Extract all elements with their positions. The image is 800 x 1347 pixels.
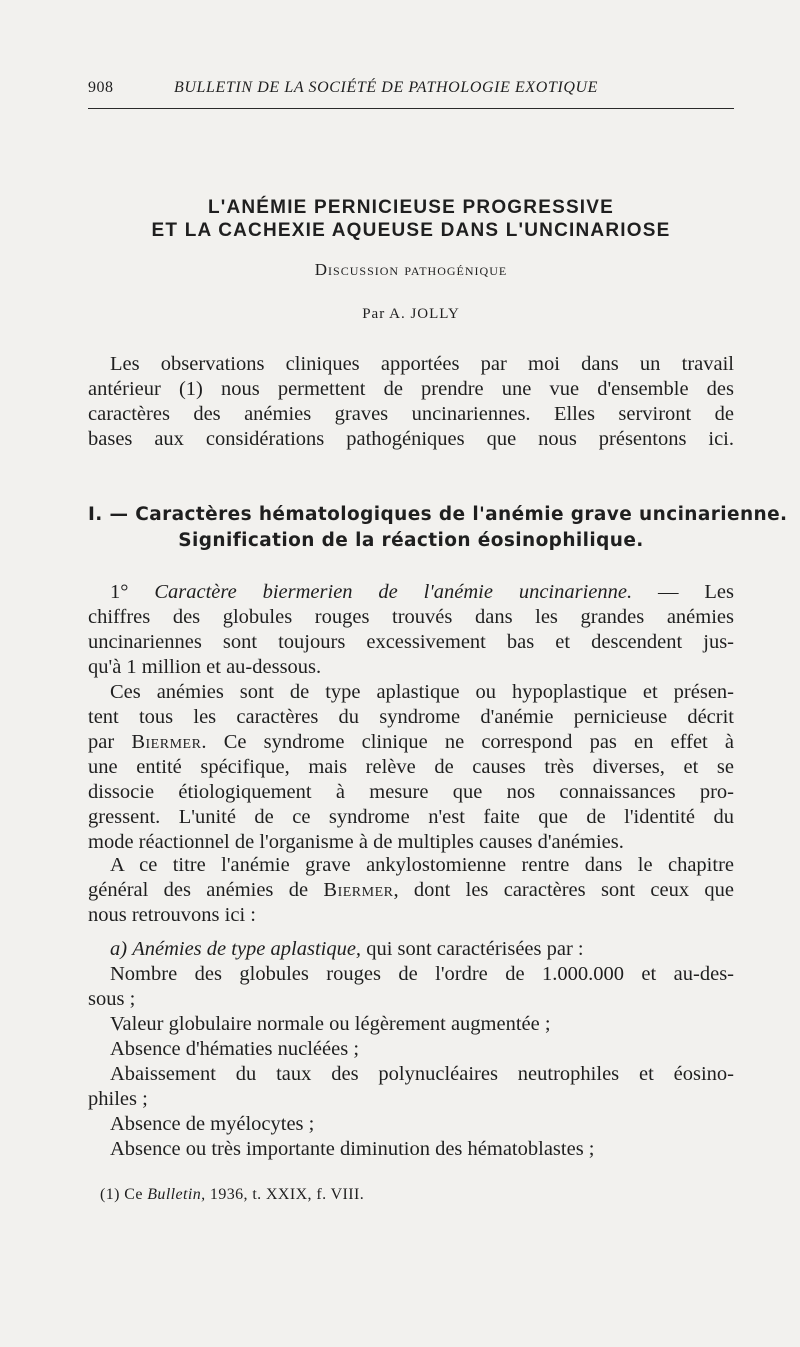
intro-paragraph — [88, 352, 734, 452]
list-lead-italic: Anémies de type aplastique, — [132, 938, 362, 960]
section-heading — [88, 502, 788, 554]
paragraph-lead-line — [88, 580, 734, 605]
list-lead-rest: qui sont caractérisées par : — [366, 938, 584, 960]
footnote-marker: (1) — [100, 1186, 120, 1203]
text-line: qu'à 1 million et au-dessous. — [88, 656, 322, 678]
text-line: antérieur (1) nous permettent de prendre une vue d'ensemble des — [88, 378, 734, 400]
article-author: Par A. JOLLY — [362, 306, 460, 322]
text-fragment: par — [88, 731, 115, 753]
criteria-list — [88, 937, 734, 1162]
title-line-1: L'ANÉMIE PERNICIEUSE PROGRESSIVE — [207, 197, 615, 218]
journal-title: BULLETIN DE LA SOCIÉTÉ DE PATHOLOGIE EXOTIQUE — [174, 79, 599, 96]
text-line: une entité spécifique, mais relève de causes très diverses, et se — [88, 756, 734, 778]
list-item: Absence ou très importante diminution des hématoblastes ; — [110, 1138, 595, 1160]
text-line: A ce titre l'anémie grave ankylostomienne rentre dans le chapitre — [110, 854, 734, 876]
text-fragment: , dont les caractères sont ceux que — [393, 879, 735, 901]
article-subtitle: Discussion pathogénique — [314, 260, 508, 279]
text-line: uncinariennes sont toujours excessivement bas et descendent jus- — [88, 631, 734, 653]
section-heading-line-1: I. — Caractères hématologiques de l'anémie grave uncinarienne. — [88, 504, 788, 525]
list-item: Absence de myélocytes ; — [110, 1113, 315, 1135]
author-name: Biermer — [323, 879, 394, 901]
text-line-with-name — [88, 878, 734, 903]
text-line: caractères des anémies graves uncinariennes. Elles serviront de — [88, 403, 734, 425]
author-name: Biermer — [131, 731, 202, 753]
lead-number: 1° — [110, 581, 129, 603]
lead-rest: — Les — [658, 581, 735, 603]
running-head — [88, 79, 734, 101]
text-line: Les observations cliniques apportées par moi dans un travail — [110, 353, 734, 375]
text-line: nous retrouvons ici : — [88, 904, 256, 926]
list-item: Valeur globulaire normale ou légèrement augmentée ; — [110, 1013, 551, 1035]
list-item: philes ; — [88, 1088, 148, 1110]
list-item: Absence d'hématies nucléées ; — [110, 1038, 360, 1060]
header-rule — [88, 108, 734, 109]
list-lead-line — [88, 937, 734, 962]
footnote-text: Ce — [124, 1186, 143, 1203]
footnote-journal: Bulletin, — [147, 1186, 206, 1203]
text-line: tent tous les caractères du syndrome d'anémie pernicieuse décrit — [88, 706, 734, 728]
paragraph-3 — [88, 853, 734, 928]
text-line: bases aux considérations pathogéniques que nous présentons ici. — [88, 428, 734, 450]
text-line: dissocie étiologiquement à mesure que nos connaissances pro- — [88, 781, 734, 803]
text-fragment: général des anémies de — [88, 879, 309, 901]
text-fragment: . Ce syndrome clinique ne correspond pas en effet à — [201, 731, 734, 753]
list-item: Abaissement du taux des polynucléaires neutrophiles et éosino- — [110, 1063, 734, 1085]
text-line: chiffres des globules rouges trouvés dans les grandes anémies — [88, 606, 734, 628]
text-line: mode réactionnel de l'organisme à de multiples causes d'anémies. — [88, 831, 624, 853]
list-item: Nombre des globules rouges de l'ordre de 1.000.000 et au-des- — [110, 963, 734, 985]
page-number: 908 — [88, 79, 114, 96]
section-heading-line-2: Signification de la réaction éosinophilique. — [178, 530, 644, 551]
title-line-2: ET LA CACHEXIE AQUEUSE DANS L'UNCINARIOSE — [151, 220, 671, 241]
text-line-with-name — [88, 730, 734, 755]
list-item: sous ; — [88, 988, 136, 1010]
text-line: Ces anémies sont de type aplastique ou hypoplastique et présen- — [110, 681, 734, 703]
paragraph-2 — [88, 680, 734, 855]
list-letter: a) — [110, 938, 128, 960]
page — [88, 0, 788, 1347]
lead-italic: Caractère biermerien de l'anémie uncinarienne. — [154, 581, 633, 603]
text-line: gressent. L'unité de ce syndrome n'est faite que de l'identité du — [88, 806, 734, 828]
footnote — [100, 1186, 364, 1204]
paragraph-1 — [88, 580, 734, 680]
footnote-reference: 1936, t. XXIX, f. VIII. — [209, 1186, 365, 1203]
article-title — [88, 196, 734, 242]
